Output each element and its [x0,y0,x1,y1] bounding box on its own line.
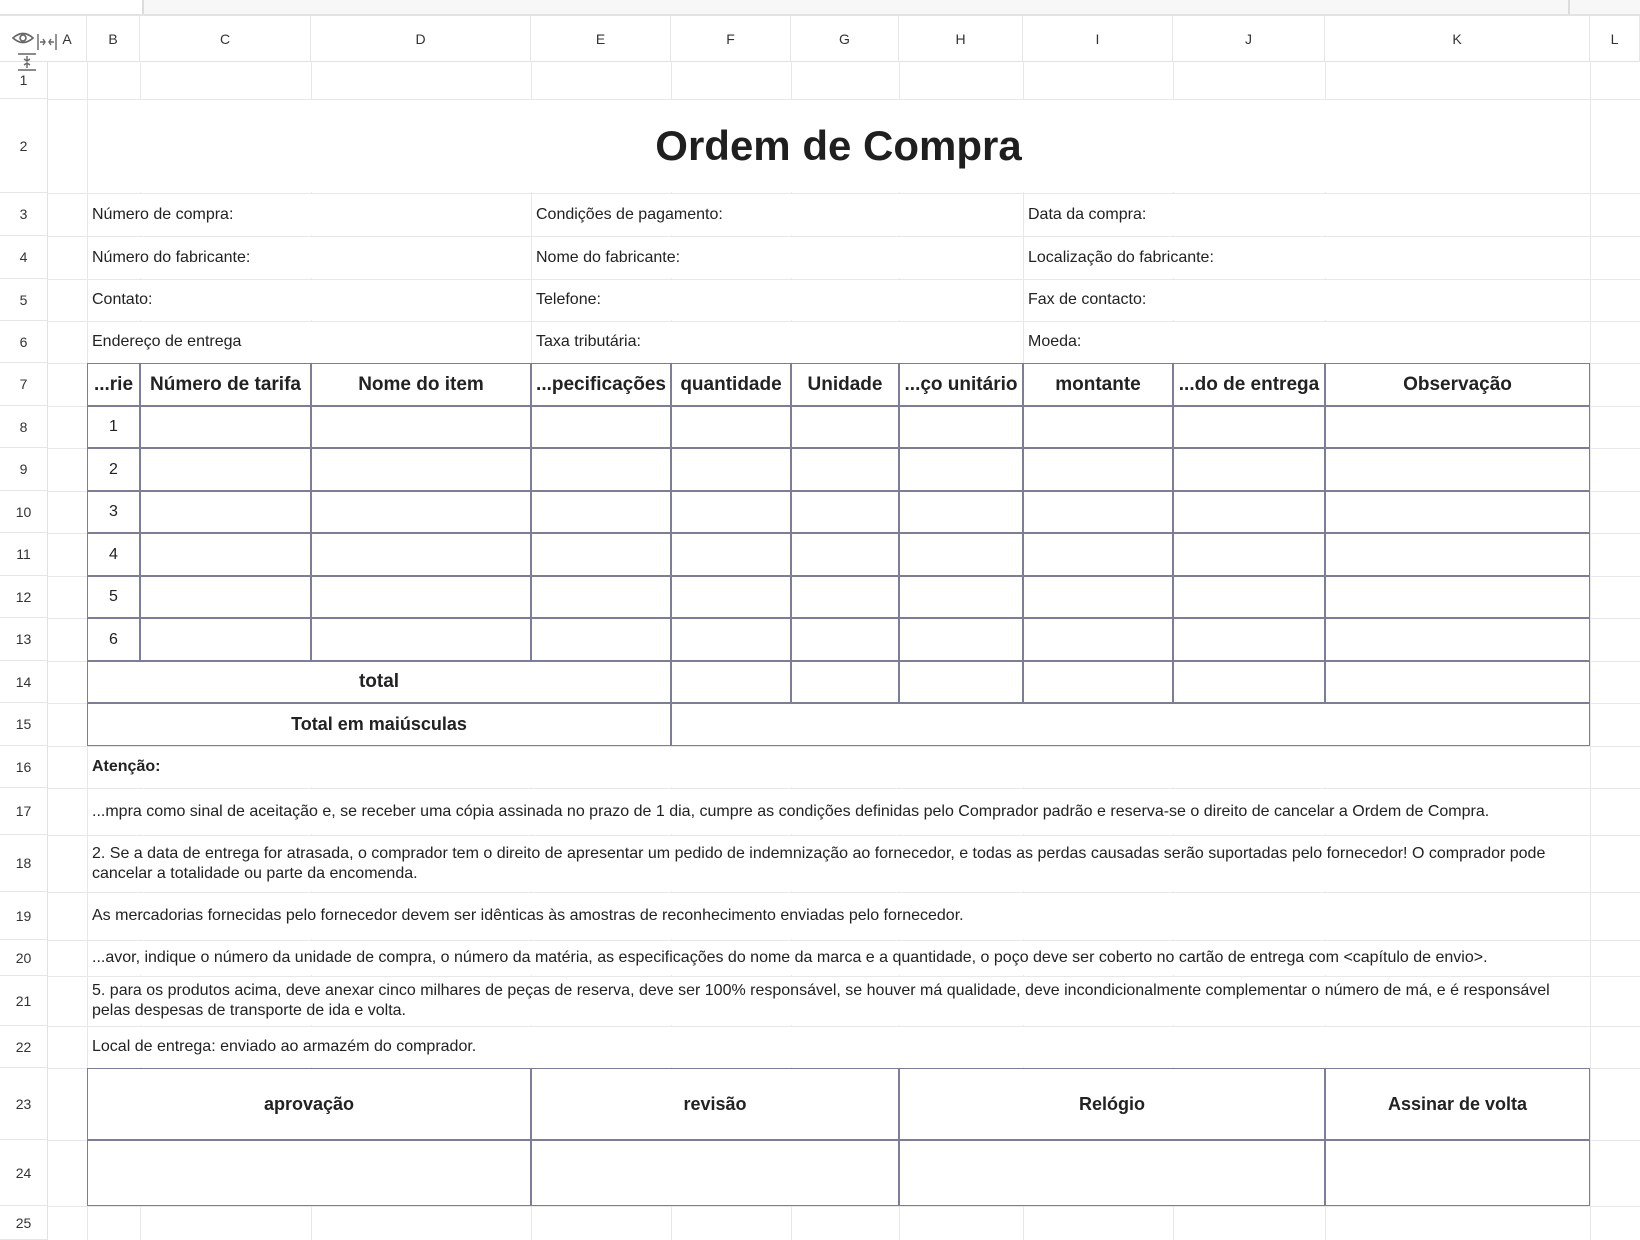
table-row-number-text: 3 [109,503,118,520]
table-cell[interactable] [1173,576,1325,618]
row-header-14[interactable]: 14 [0,661,47,703]
table-cell[interactable] [1173,618,1325,661]
row-header-22[interactable]: 22 [0,1026,47,1068]
column-header-c[interactable]: C [140,16,311,62]
note-text-text: 5. para os produtos acima, deve anexar cinco milhares de peças de reserva, deve ser 100% responsável, se houver má qualidade, deve incondicionalmente complementar o número de má, e é responsável pelas despesas de transporte de ida e volta. [92,982,1550,1019]
table-cell[interactable] [791,448,899,491]
info-label[interactable] [87,193,531,236]
row-header-15[interactable]: 15 [0,703,47,746]
table-header-cell[interactable] [531,363,671,406]
info-label[interactable] [1023,193,1590,236]
row-header-25[interactable]: 25 [0,1206,47,1240]
table-cell[interactable] [1173,448,1325,491]
signature-header[interactable] [531,1068,899,1140]
table-row-number[interactable] [87,448,140,491]
table-cell[interactable] [531,448,671,491]
formula-bar[interactable] [142,0,1570,14]
table-header-cell-text: ...pecificações [536,373,666,395]
total-cell[interactable] [1173,661,1325,703]
info-label[interactable] [87,321,531,363]
table-cell[interactable] [1173,533,1325,576]
table-header-cell[interactable] [1023,363,1173,406]
table-header-cell[interactable] [87,363,140,406]
note-text-text: Local de entrega: enviado ao armazém do comprador. [92,1038,477,1055]
table-cell[interactable] [899,491,1023,533]
table-row-number[interactable] [87,533,140,576]
signature-box[interactable] [899,1140,1325,1206]
column-header-f[interactable]: F [671,16,791,62]
table-cell[interactable] [140,533,311,576]
table-cell[interactable] [671,406,791,448]
table-cell[interactable] [671,448,791,491]
table-cell[interactable] [671,618,791,661]
signature-header-text: revisão [683,1093,747,1114]
signature-box[interactable] [531,1140,899,1206]
row-header-13[interactable]: 13 [0,618,47,661]
table-cell[interactable] [311,491,531,533]
note-text[interactable] [87,788,1590,835]
column-header-h[interactable]: H [899,16,1023,62]
table-cell[interactable] [311,406,531,448]
table-row-number[interactable] [87,406,140,448]
table-cell[interactable] [899,406,1023,448]
table-cell[interactable] [899,448,1023,491]
row-header-6[interactable]: 6 [0,321,47,363]
table-header-cell[interactable] [1325,363,1590,406]
row-header-2[interactable]: 2 [0,99,47,193]
table-cell[interactable] [531,576,671,618]
row-header-16[interactable]: 16 [0,746,47,788]
signature-header-text: aprovação [263,1093,355,1114]
info-label[interactable] [1023,321,1590,363]
table-row-number[interactable] [87,576,140,618]
info-label-text: Moeda: [1028,333,1082,350]
info-label[interactable] [531,236,1023,279]
table-cell[interactable] [671,533,791,576]
table-header-cell-text: Unidade [807,373,883,395]
table-header-cell-text: ...rie [93,373,134,395]
column-header-b[interactable]: B [87,16,140,62]
total-label-text: total [358,671,400,692]
table-cell[interactable] [311,618,531,661]
column-header-l[interactable]: L [1590,16,1640,62]
table-cell[interactable] [311,533,531,576]
table-cell[interactable] [140,491,311,533]
row-header-18[interactable]: 18 [0,835,47,892]
row-header-24[interactable]: 24 [0,1140,47,1206]
name-box[interactable] [0,0,144,14]
table-cell[interactable] [1023,618,1173,661]
grid-line [48,1206,1640,1207]
table-cell[interactable] [531,533,671,576]
table-cell[interactable] [140,576,311,618]
table-cell[interactable] [791,576,899,618]
row-header-23[interactable]: 23 [0,1068,47,1140]
note-text-text: ...mpra como sinal de aceitação e, se receber uma cópia assinada no prazo de 1 dia, cumpre as condições definidas pelo Comprador padrão e reserva-se o direito de cancelar a Ordem de Compra. [92,802,1490,820]
total-cell[interactable] [671,661,791,703]
row-header-19[interactable]: 19 [0,892,47,940]
table-cell[interactable] [1023,448,1173,491]
info-label[interactable] [531,321,1023,363]
note-text[interactable] [87,1026,1590,1068]
table-cell[interactable] [1023,576,1173,618]
table-cell[interactable] [1023,533,1173,576]
signature-header-text: Relógio [1079,1093,1145,1114]
table-cell[interactable] [899,576,1023,618]
table-cell[interactable] [671,491,791,533]
table-header-cell[interactable] [140,363,311,406]
column-header-i[interactable]: I [1023,16,1173,62]
table-header-cell[interactable] [791,363,899,406]
table-cell[interactable] [899,618,1023,661]
signature-box[interactable] [87,1140,531,1206]
info-label[interactable] [87,279,531,321]
table-cell[interactable] [1023,491,1173,533]
table-cell[interactable] [311,576,531,618]
table-row-number-text: 1 [109,418,118,435]
table-cell[interactable] [140,448,311,491]
column-header-j[interactable]: J [1173,16,1325,62]
table-header-cell-text: Número de tarifa [150,373,301,395]
info-label-text: Telefone: [536,291,601,308]
table-cell[interactable] [1325,576,1590,618]
column-header-d[interactable]: D [311,16,531,62]
row-header-4[interactable]: 4 [0,236,47,279]
row-header-7[interactable]: 7 [0,363,47,406]
table-row-number-text: 6 [109,630,118,648]
column-header-a[interactable]: A [48,16,87,62]
attention-label-text: Atenção: [92,758,161,775]
table-header-cell-text: ...do de entrega [1178,373,1320,395]
column-header-g[interactable]: G [791,16,899,62]
note-text[interactable] [87,940,1590,976]
row-header-3[interactable]: 3 [0,193,47,236]
column-header-bar [0,16,1640,62]
table-cell[interactable] [899,533,1023,576]
row-header-10[interactable]: 10 [0,491,47,533]
row-header-1[interactable]: 1 [0,62,47,99]
table-header-cell[interactable] [899,363,1023,406]
info-label[interactable] [87,236,531,279]
total-caps-label[interactable] [87,703,671,746]
table-cell[interactable] [311,448,531,491]
total-caps-label-text: Total em maiúsculas [291,714,467,734]
table-header-cell-text: montante [1055,373,1141,395]
note-text-text: As mercadorias fornecidas pelo fornecedor devem ser idênticas às amostras de reconhecimento enviadas pelo fornecedor. [92,907,964,924]
table-cell[interactable] [531,406,671,448]
row-header-8[interactable]: 8 [0,406,47,448]
info-label-text: Contato: [92,291,153,308]
table-cell[interactable] [791,491,899,533]
signature-box[interactable] [1325,1140,1590,1206]
table-cell[interactable] [1325,448,1590,491]
table-cell[interactable] [1023,406,1173,448]
table-cell[interactable] [140,618,311,661]
note-text-text: 2. Se a data de entrega for atrasada, o comprador tem o direito de apresentar um pedido de indemnização ao fornecedor, e todas as perdas causadas serão suportadas pelo fornecedor! O comprador pode cancelar a totalidade ou parte da encomenda. [92,844,1546,882]
row-header-bar [0,62,48,1240]
table-row-number-text: 2 [109,460,118,478]
info-label[interactable] [1023,279,1590,321]
row-header-12[interactable]: 12 [0,576,47,618]
info-label-text: Localização do fabricante: [1028,248,1214,266]
table-cell[interactable] [1173,491,1325,533]
table-header-cell-text: Nome do item [358,373,484,395]
total-cell[interactable] [791,661,899,703]
info-label[interactable] [531,279,1023,321]
info-label-text: Fax de contacto: [1028,291,1147,308]
info-label-text: Nome do fabricante: [536,248,681,266]
table-cell[interactable] [671,576,791,618]
table-cell[interactable] [1325,491,1590,533]
total-cell[interactable] [899,661,1023,703]
row-header-20[interactable]: 20 [0,940,47,976]
table-header-cell[interactable] [671,363,791,406]
sheet-title-text: Ordem de Compra [655,122,1022,169]
table-row-number-text: 4 [109,545,118,563]
signature-header-text: Assinar de volta [1387,1093,1528,1114]
note-text-text: ...avor, indique o número da unidade de compra, o número da matéria, as especificações do nome da marca e a quantidade, o poço deve ser coberto no cartão de entrega com <capítulo de envio>. [92,949,1488,966]
table-row-number[interactable] [87,491,140,533]
column-header-k[interactable]: K [1325,16,1590,62]
table-header-cell-text: ...ço unitário [904,373,1018,395]
row-header-11[interactable]: 11 [0,533,47,576]
table-cell[interactable] [791,533,899,576]
total-cell[interactable] [1023,661,1173,703]
table-cell[interactable] [1325,533,1590,576]
total-caps-value[interactable] [671,703,1590,746]
total-cell[interactable] [1325,661,1590,703]
signature-header[interactable] [87,1068,531,1140]
row-header-21[interactable]: 21 [0,976,47,1026]
table-cell[interactable] [1325,618,1590,661]
table-cell[interactable] [1325,406,1590,448]
row-header-9[interactable]: 9 [0,448,47,491]
table-header-cell[interactable] [311,363,531,406]
eye-icon[interactable] [12,30,34,46]
expand-columns-icon[interactable] [36,32,58,52]
table-cell[interactable] [1173,406,1325,448]
total-label[interactable] [87,661,671,703]
row-header-5[interactable]: 5 [0,279,47,321]
info-label-text: Taxa tributária: [536,333,641,350]
expand-rows-icon[interactable] [16,52,38,72]
note-text[interactable] [87,976,1590,1026]
table-cell[interactable] [140,406,311,448]
info-label-text: Endereço de entrega [92,333,242,350]
table-row-number-text: 5 [109,588,118,605]
info-label-text: Condições de pagamento: [536,205,723,223]
note-text[interactable] [87,835,1590,892]
table-header-cell-text: Observação [1403,373,1512,395]
table-cell[interactable] [791,618,899,661]
info-label-text: Número do fabricante: [92,248,251,266]
info-label[interactable] [531,193,1023,236]
top-toolbar-strip [0,0,1640,16]
table-header-cell[interactable] [1173,363,1325,406]
table-header-cell-text: quantidade [680,373,782,395]
info-label-text: Data da compra: [1028,205,1147,223]
info-label[interactable] [1023,236,1590,279]
signature-header[interactable] [1325,1068,1590,1140]
table-cell[interactable] [791,406,899,448]
sheet-title[interactable] [87,99,1590,193]
grid-line [1590,62,1591,1240]
table-cell[interactable] [531,491,671,533]
note-text[interactable] [87,892,1590,940]
info-label-text: Número de compra: [92,205,234,223]
signature-header[interactable] [899,1068,1325,1140]
column-header-e[interactable]: E [531,16,671,62]
table-cell[interactable] [531,618,671,661]
attention-label[interactable] [87,746,1590,788]
row-header-17[interactable]: 17 [0,788,47,835]
table-row-number[interactable] [87,618,140,661]
